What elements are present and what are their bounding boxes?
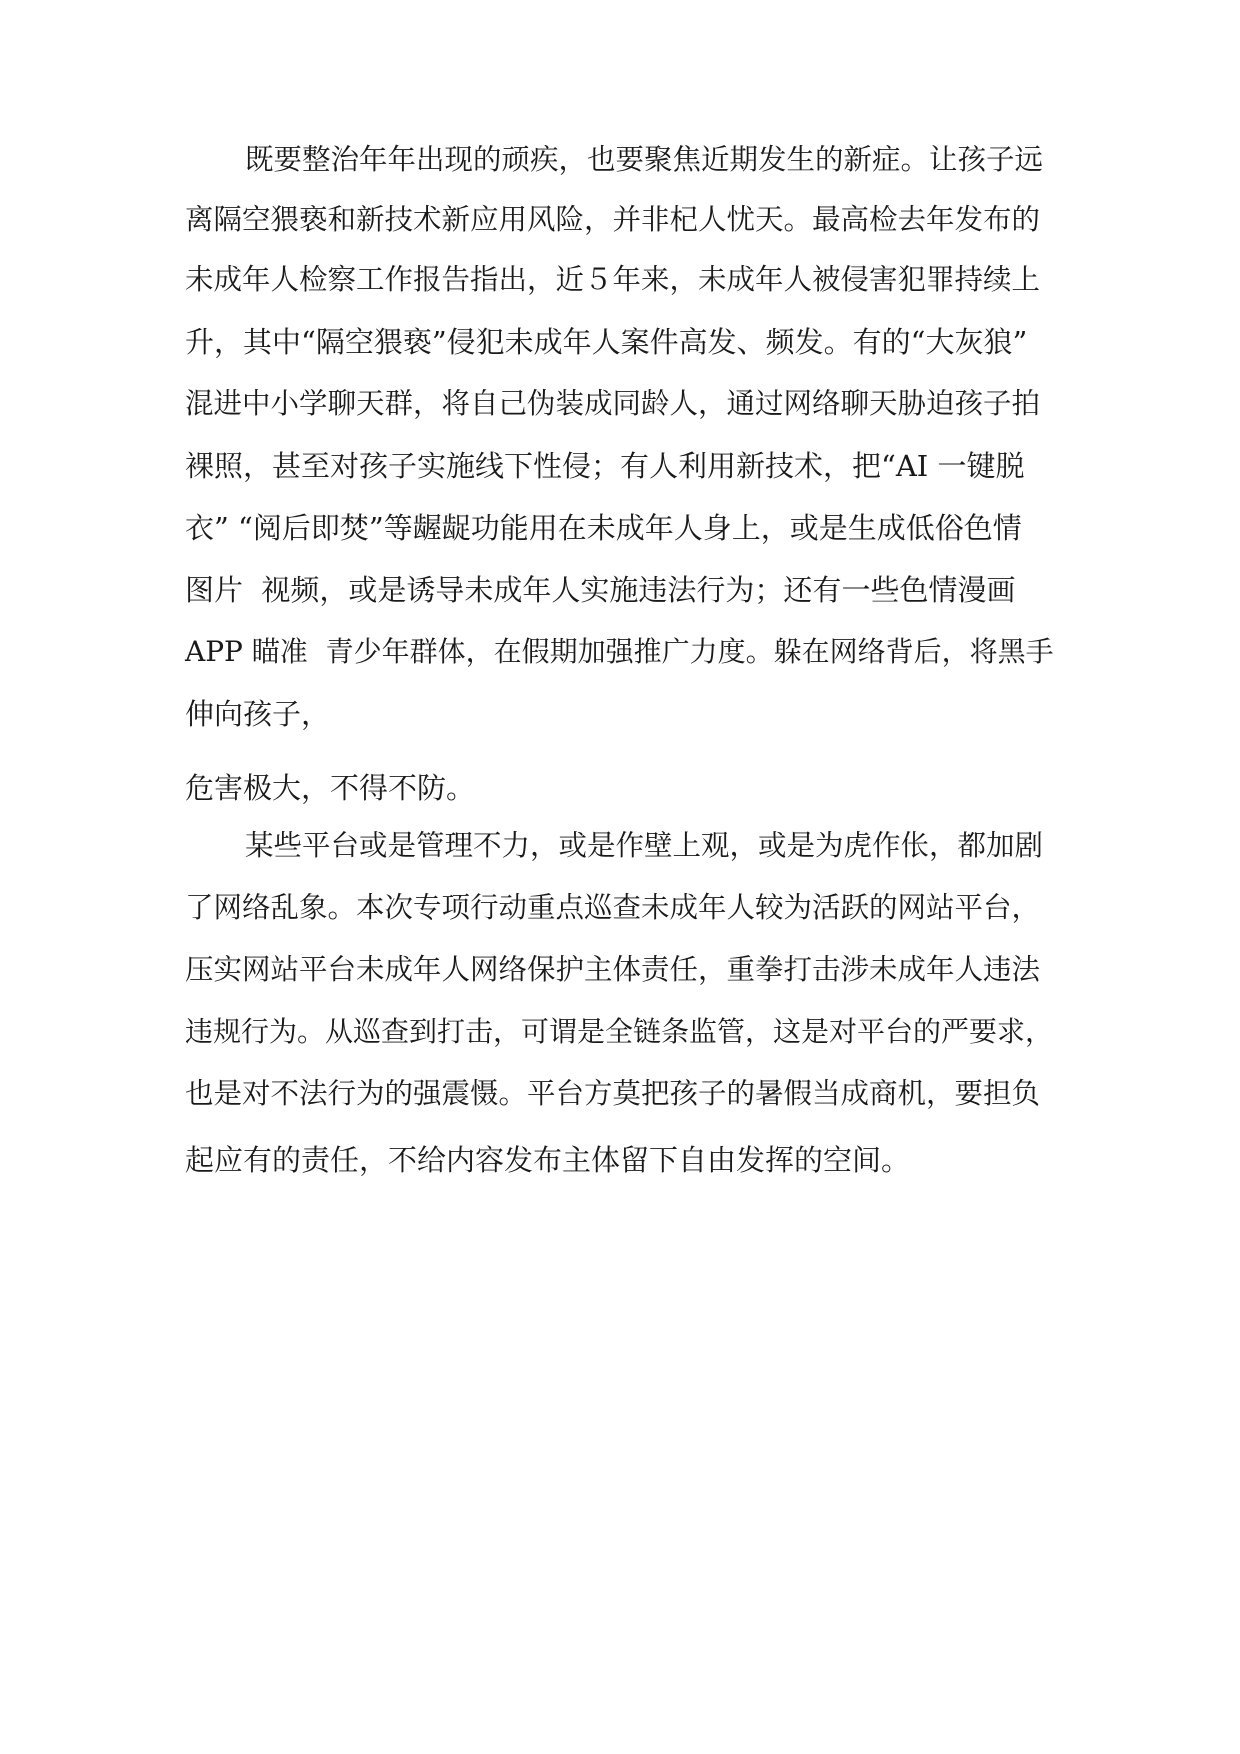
text-line: APP 瞄准 青少年群体，在假期加强推广力度。躲在网络背后，将黑手 [185, 635, 1054, 668]
text-line: 混进中小学聊天群，将自己伪装成同龄人，通过网络聊天胁迫孩子拍 [185, 387, 1041, 420]
text-line: 伸向孩子， [185, 697, 331, 731]
text-line: 也是对不法行为的强震慑。平台方莫把孩子的暑假当成商机，要担负 [185, 1077, 1041, 1110]
text-line: 裸照，甚至对孩子实施线下性侵；有人利用新技术，把“AI 一键脱 [185, 449, 1025, 483]
text-line: 升，其中“隔空猥亵”侵犯未成年人案件高发、频发。有的“大灰狼” [185, 325, 1028, 359]
text-line: 离隔空猥亵和新技术新应用风险，并非杞人忧天。最高检去年发布的 [185, 203, 1041, 236]
text-line: 图片 视频，或是诱导未成年人实施违法行为；还有一些色情漫画 [185, 573, 1016, 607]
text-line: 了网络乱象。本次专项行动重点巡查未成年人较为活跃的网站平台， [185, 891, 1041, 924]
text-line: 某些平台或是管理不力，或是作壁上观，或是为虎作伥，都加剧 [245, 829, 1044, 862]
text-line: 衣” “阅后即焚”等龌龊功能用在未成年人身上，或是生成低俗色情 [185, 511, 1022, 545]
text-line: 危害极大，不得不防。 [185, 771, 476, 805]
text-line: 违规行为。从巡查到打击，可谓是全链条监管，这是对平台的严要求， [185, 1015, 1054, 1048]
text-line: 未成年人检察工作报告指出，近５年来，未成年人被侵害犯罪持续上 [185, 263, 1041, 296]
text-line: 既要整治年年出现的顽疾，也要聚焦近期发生的新症。让孩子远 [245, 143, 1044, 176]
text-line: 压实网站平台未成年人网络保护主体责任，重拳打击涉未成年人违法 [185, 953, 1041, 986]
text-line: 起应有的责任，不给内容发布主体留下自由发挥的空间。 [185, 1143, 911, 1177]
